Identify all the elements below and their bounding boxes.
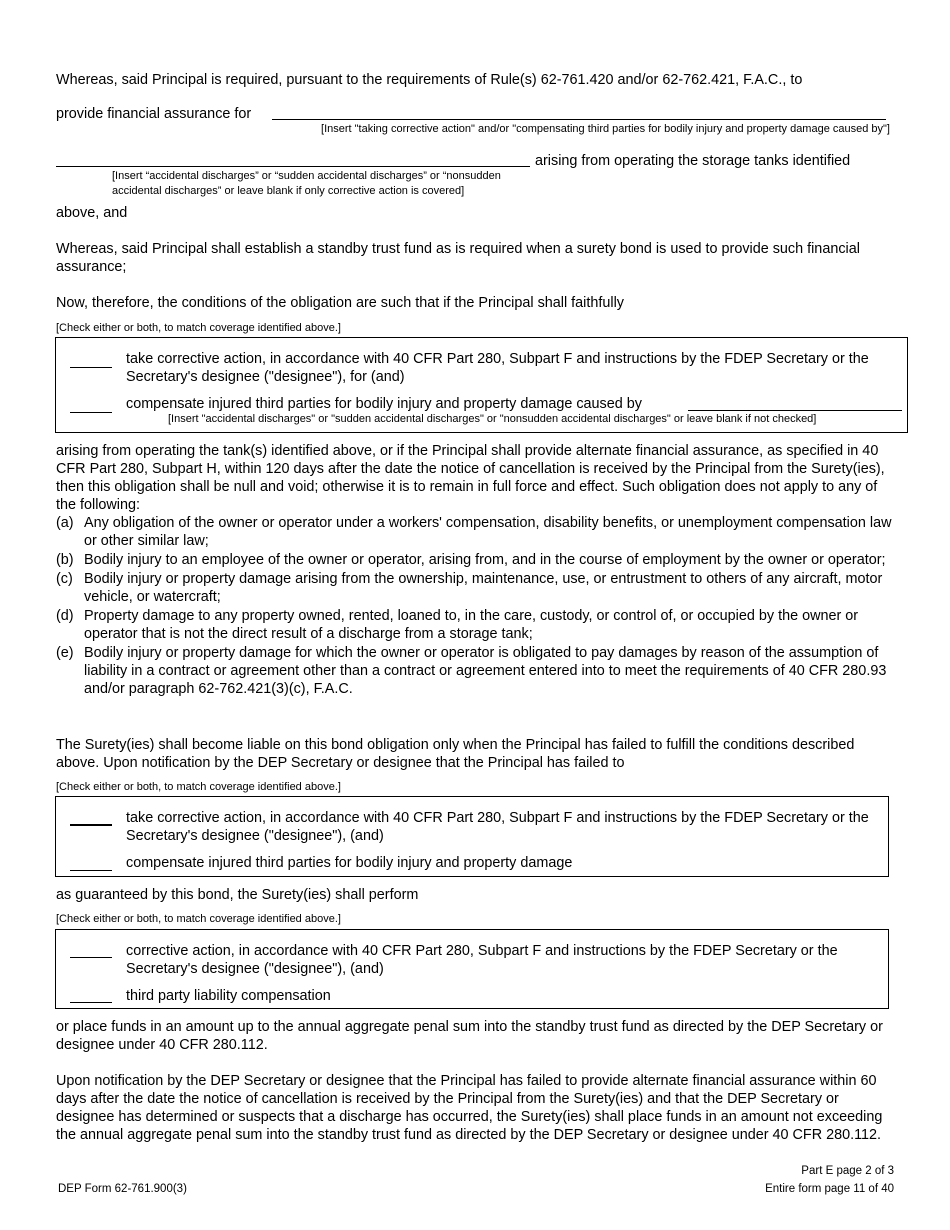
checkbox-third-party-3[interactable] <box>70 1002 112 1003</box>
insert-note-1: [Insert "taking corrective action" and/or "compensating third parties for bodily injury and property damage caused by"] <box>321 123 890 135</box>
list-item: (c) Bodily injury or property damage arising from the ownership, maintenance, use, or entrustment to others of any aircraft, motor vehicle, or watercraft; <box>56 571 883 605</box>
box3-item-third-party: third party liability compensation <box>126 988 331 1004</box>
exclusions-list <box>56 514 896 699</box>
surety-paragraph: The Surety(ies) shall become liable on this bond obligation only when the Principal has failed to fulfill the conditions described above. Upon notification by the DEP Secretary or designee that the Principal has failed to <box>56 737 855 771</box>
checkbox-corrective-action-3[interactable] <box>70 957 112 958</box>
checkbox-third-party-1[interactable] <box>70 412 112 413</box>
caused-by-blank[interactable] <box>688 410 902 411</box>
box3-item-corrective-action: corrective action, in accordance with 40 CFR Part 280, Subpart F and instructions by the FDEP Secretary or the Secretary's designee ("designee"), (and) <box>126 943 838 977</box>
list-item: (e) Bodily injury or property damage for which the owner or operator is obligated to pay damages by reason of the assumption of liability in a contract or agreement other than a contract or agreement entered into to meet the requirements of 40 CFR 280.93 and/or paragraph 62-762.421(3)(c), F.A.C. <box>56 645 887 697</box>
list-item: (a) Any obligation of the owner or operator under a workers' compensation, disability benefits, or unemployment compensation law or other similar law; <box>56 515 892 549</box>
checkbox-corrective-action-1[interactable] <box>70 367 112 368</box>
checkbox-third-party-2[interactable] <box>70 870 112 871</box>
box2-item-third-party: compensate injured third parties for bodily injury and property damage <box>126 855 573 871</box>
box2-item-corrective-action: take corrective action, in accordance with 40 CFR Part 280, Subpart F and instructions by the FDEP Secretary or the Secretary's designee ("designee"), (and) <box>126 810 869 844</box>
intro-line-1: Whereas, said Principal is required, pursuant to the requirements of Rule(s) 62-761.420 and/or 62-762.421, F.A.C., to <box>56 72 803 88</box>
guaranteed-line: as guaranteed by this bond, the Surety(ies) shall perform <box>56 887 419 903</box>
part-page-number: Part E page 2 of 3 <box>801 1165 894 1177</box>
intro-line-2-label: provide financial assurance for <box>56 106 252 122</box>
check-note-3: [Check either or both, to match coverage identified above.] <box>56 913 341 925</box>
box1-item-third-party: compensate injured third parties for bodily injury and property damage caused by <box>126 396 642 412</box>
discharge-type-blank[interactable] <box>56 166 530 167</box>
coverage-box-3 <box>55 929 889 1009</box>
intro-line-4: above, and <box>56 205 128 221</box>
place-funds-paragraph: or place funds in an amount up to the annual aggregate penal sum into the standby trust fund as directed by the DEP Secretary or designee under 40 CFR 280.112. <box>56 1019 883 1053</box>
box1-item-corrective-action: take corrective action, in accordance with 40 CFR Part 280, Subpart F and instructions by the FDEP Secretary or the Secretary's designee ("designee"), for (and) <box>126 351 869 385</box>
coverage-box-1 <box>55 337 908 433</box>
now-therefore-paragraph: Now, therefore, the conditions of the obligation are such that if the Principal shall faithfully <box>56 295 624 311</box>
coverage-box-2 <box>55 796 889 877</box>
financial-assurance-blank[interactable] <box>272 119 886 120</box>
checkbox-corrective-action-2[interactable] <box>70 824 112 826</box>
check-note-2: [Check either or both, to match coverage identified above.] <box>56 781 341 793</box>
intro-line-3-label: arising from operating the storage tanks identified <box>535 153 851 169</box>
form-number: DEP Form 62-761.900(3) <box>58 1183 187 1195</box>
entire-form-page-number: Entire form page 11 of 40 <box>765 1183 894 1195</box>
list-item: (d) Property damage to any property owned, rented, loaned to, in the care, custody, or control of, or occupied by the owner or operator that is not the direct result of a discharge from a storage tank; <box>56 608 859 642</box>
insert-note-2-line-2: accidental discharges” or leave blank if only corrective action is covered] <box>112 185 465 197</box>
notification-paragraph: Upon notification by the DEP Secretary or designee that the Principal has failed to provide alternate financial assurance within 60 days after the date the notice of cancellation is received by the Principal from the Surety(ies) and that the DEP Secretary or designee has determined or suspects that a discharge has occurred, the Surety(ies) shall place funds in an amount not exceeding the annual aggregate penal sum into the standby trust fund as directed by the DEP Secretary or designee under 40 CFR 280.112. <box>56 1073 883 1143</box>
arising-paragraph: arising from operating the tank(s) identified above, or if the Principal shall provide alternate financial assurance, as specified in 40 CFR Part 280, Subpart H, within 120 days after the date the notice of cancellation is received by the Principal from the Surety(ies), then this obligation shall be null and void; otherwise it is to remain in full force and effect. Such obligation does not apply to any of the following: <box>56 443 885 513</box>
whereas-paragraph-2: Whereas, said Principal shall establish a standby trust fund as is required when a surety bond is used to provide such financial assurance; <box>56 241 860 275</box>
check-note-1: [Check either or both, to match coverage identified above.] <box>56 322 341 334</box>
insert-note-2-line-1: [Insert “accidental discharges” or “sudden accidental discharges” or “nonsudden <box>112 170 501 182</box>
list-item: (b) Bodily injury to an employee of the owner or operator, arising from, and in the course of employment by the owner or operator; <box>56 552 886 568</box>
insert-note-3: [Insert "accidental discharges" or "sudden accidental discharges" or "nonsudden accidental discharges" or leave blank if not checked] <box>168 413 817 425</box>
